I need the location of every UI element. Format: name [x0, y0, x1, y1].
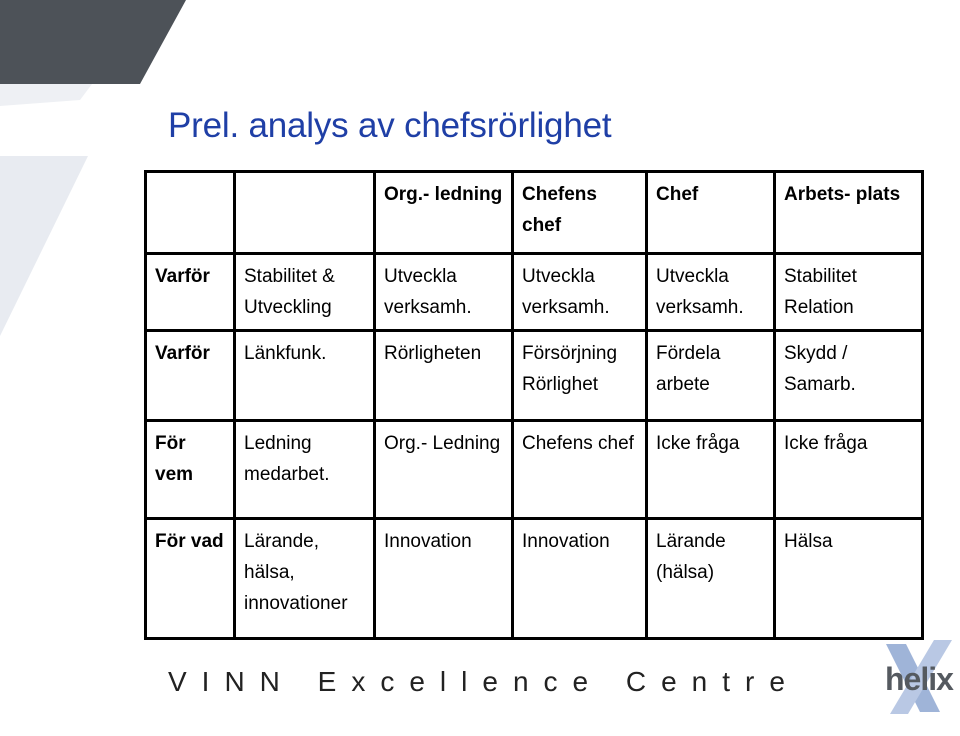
table-cell: Lärande (hälsa) — [647, 519, 775, 639]
table-cell: Utveckla verksamh. — [647, 254, 775, 331]
table-cell: Försörjning Rörlighet — [513, 331, 647, 421]
footer-tagline: VINN Excellence Centre — [168, 666, 800, 697]
table-row — [146, 331, 923, 421]
table-header-row — [146, 172, 923, 254]
header-cell — [235, 172, 375, 254]
table-cell: Org.- Ledning — [375, 421, 513, 519]
table-cell: Stabilitet & Utveckling — [235, 254, 375, 331]
table-cell: Ledning medarbet. — [235, 421, 375, 519]
table-cell: Icke fråga — [647, 421, 775, 519]
table-row — [146, 519, 923, 639]
header-cell: Arbets- plats — [775, 172, 923, 254]
table-cell: Innovation — [375, 519, 513, 639]
table-cell: Innovation — [513, 519, 647, 639]
helix-logo-text: helix — [885, 661, 953, 697]
header-cell: Org.- ledning — [375, 172, 513, 254]
analysis-table — [144, 170, 924, 640]
row-label: Varför — [146, 254, 235, 331]
corner-gray-band — [0, 0, 186, 84]
header-cell — [146, 172, 235, 254]
table-cell: Fördela arbete — [647, 331, 775, 421]
table-row — [146, 254, 923, 331]
table-cell: Utveckla verksamh. — [513, 254, 647, 331]
table-cell: Länkfunk. — [235, 331, 375, 421]
table-cell: Hälsa — [775, 519, 923, 639]
table-cell: Icke fråga — [775, 421, 923, 519]
page-title: Prel. analys av chefsrörlighet — [168, 106, 612, 145]
diagonal-light-band — [0, 156, 88, 336]
table-cell: Lärande, hälsa, innovationer — [235, 519, 375, 639]
table-cell: Rörligheten — [375, 331, 513, 421]
row-label: För vad — [146, 519, 235, 639]
table-row — [146, 421, 923, 519]
table-cell: Skydd / Samarb. — [775, 331, 923, 421]
corner-light-stripe — [0, 84, 92, 106]
header-cell: Chefens chef — [513, 172, 647, 254]
table-cell: Utveckla verksamh. — [375, 254, 513, 331]
header-cell: Chef — [647, 172, 775, 254]
row-label: Varför — [146, 331, 235, 421]
table-cell: Stabilitet Relation — [775, 254, 923, 331]
row-label: För vem — [146, 421, 235, 519]
table-cell: Chefens chef — [513, 421, 647, 519]
